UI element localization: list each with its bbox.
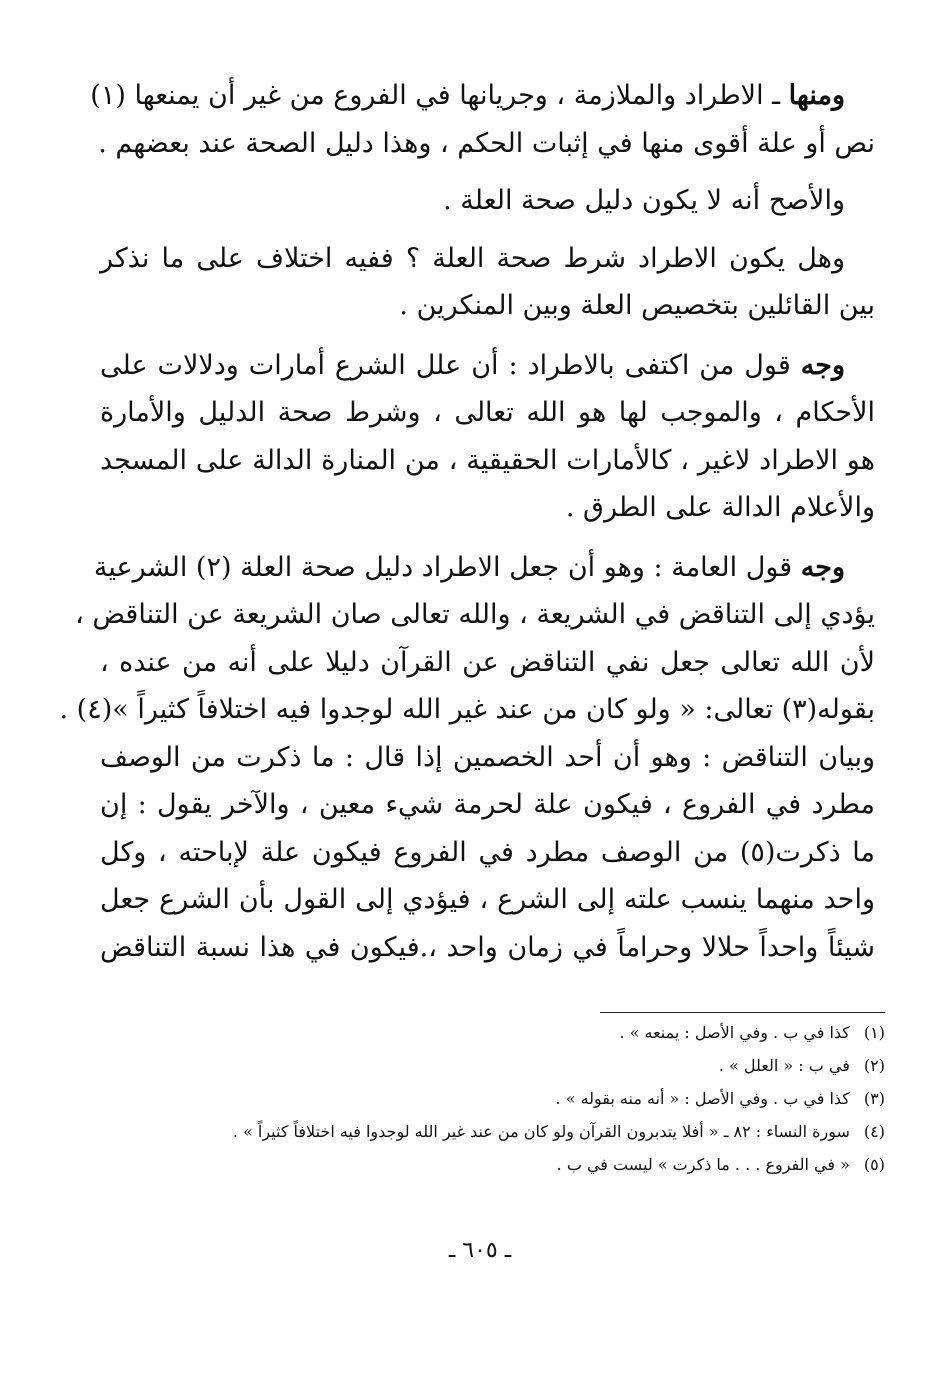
text-line: نص أو علة أقوى منها في إثبات الحكم ، وهذا دليل الصحة عند بعضهم . [98,127,875,159]
paragraph-lead: وجه [800,551,845,583]
footnote-text: في ب : « العلل » . [718,1056,850,1075]
text-line [90,72,875,120]
footnote [120,1115,885,1148]
footnote-text: سورة النساء : ٨٢ ـ « أفلا يتدبرون القرآن ولو كان من عند غير الله لوجدوا فيه اختلافاً كثيراً » . [232,1122,850,1141]
footnote-text: « في الفروع . . . ما ذكرت » ليست في ب . [556,1155,850,1174]
footnotes [120,1016,885,1181]
text-line: والأعلام الدالة على الطرق . [565,492,875,523]
text-line: واحد منهما ينسب علته إلى الشرع ، فيؤدي إلى القول بأن الشرع جعل [100,884,875,915]
text-line: الأحكام ، والموجب لها هو الله تعالى ، وشرط صحة الدليل والأمارة [100,397,875,428]
text-line: وبيان التناقض : وهو أن أحد الخصمين إذا قال : ما ذكرت من الوصف [100,741,876,773]
text-line: مطرد في الفروع ، فيكون علة لحرمة شيء معين ، والآخر يقول : إن [100,789,875,820]
footnote-number: (٣) [863,1089,885,1108]
footnote [120,1049,885,1082]
paragraph-4 [100,342,875,532]
text-line [100,342,875,390]
text-line: ما ذكرت(٥) من الوصف مطرد في الفروع فيكون علة لإباحته ، وكل [100,836,876,868]
text-line: والأصح أنه لا يكون دليل صحة العلة . [443,185,845,216]
paragraph-1 [90,72,875,167]
footnote-number: (٥) [863,1155,885,1174]
paragraph-lead: وجه [800,349,845,381]
text-line: يؤدي إلى التناقض في الشريعة ، والله تعالى صان الشريعة عن التناقض ، [75,599,875,630]
text-line-content: ـ الاطراد والملازمة ، وجريانها في الفروع من غير أن يمنعها (١) [90,80,781,111]
footnote-number: (٤) [863,1122,885,1141]
text-line: بقوله(٣) تعالى: « ولو كان من عند غير الله لوجدوا فيه اختلافاً كثيراً »(٤) . [59,694,875,725]
text-line [93,544,875,592]
footnote-divider [600,1012,885,1013]
footnote-number: (١) [863,1023,885,1042]
footnote [120,1082,885,1115]
text-line: بين القائلين بتخصيص العلة وبين المنكرين . [399,290,875,321]
text-line: شيئاً واحداً حلالا وحراماً في زمان واحد ،.فيكون في هذا نسبة التناقض [100,931,875,963]
footnote-text: كذا في ب . وفي الأصل : « أنه منه بقوله » . [555,1089,850,1108]
text-line: لأن الله تعالى جعل نفي التناقض عن القرآن دليلا على أنه من عنده ، [100,646,875,678]
text-line: هو الاطراد لاغير ، كالأمارات الحقيقية ، من المنارة الدالة على المسجد [100,444,875,476]
text-line-content: قول من اكتفى بالاطراد : أن علل الشرع أمارات ودلالات على [100,349,791,381]
text-line-content: قول العامة : وهو أن جعل الاطراد دليل صحة العلة (٢) الشرعية [93,551,793,583]
page-number: ـ ٦٠٥ ـ [448,1238,512,1263]
paragraph-2 [100,177,875,225]
footnote-text: كذا في ب . وفي الأصل : يمنعه » . [619,1023,850,1042]
footnote [120,1148,885,1181]
paragraph-5 [59,544,876,972]
paragraph-lead: ومنها [788,80,845,111]
paragraph-3 [100,235,875,330]
footnote [120,1016,885,1049]
text-line: وهل يكون الاطراد شرط صحة العلة ؟ ففيه اختلاف على ما نذكر [100,242,845,274]
main-text [59,72,876,971]
footnote-number: (٢) [863,1056,885,1075]
